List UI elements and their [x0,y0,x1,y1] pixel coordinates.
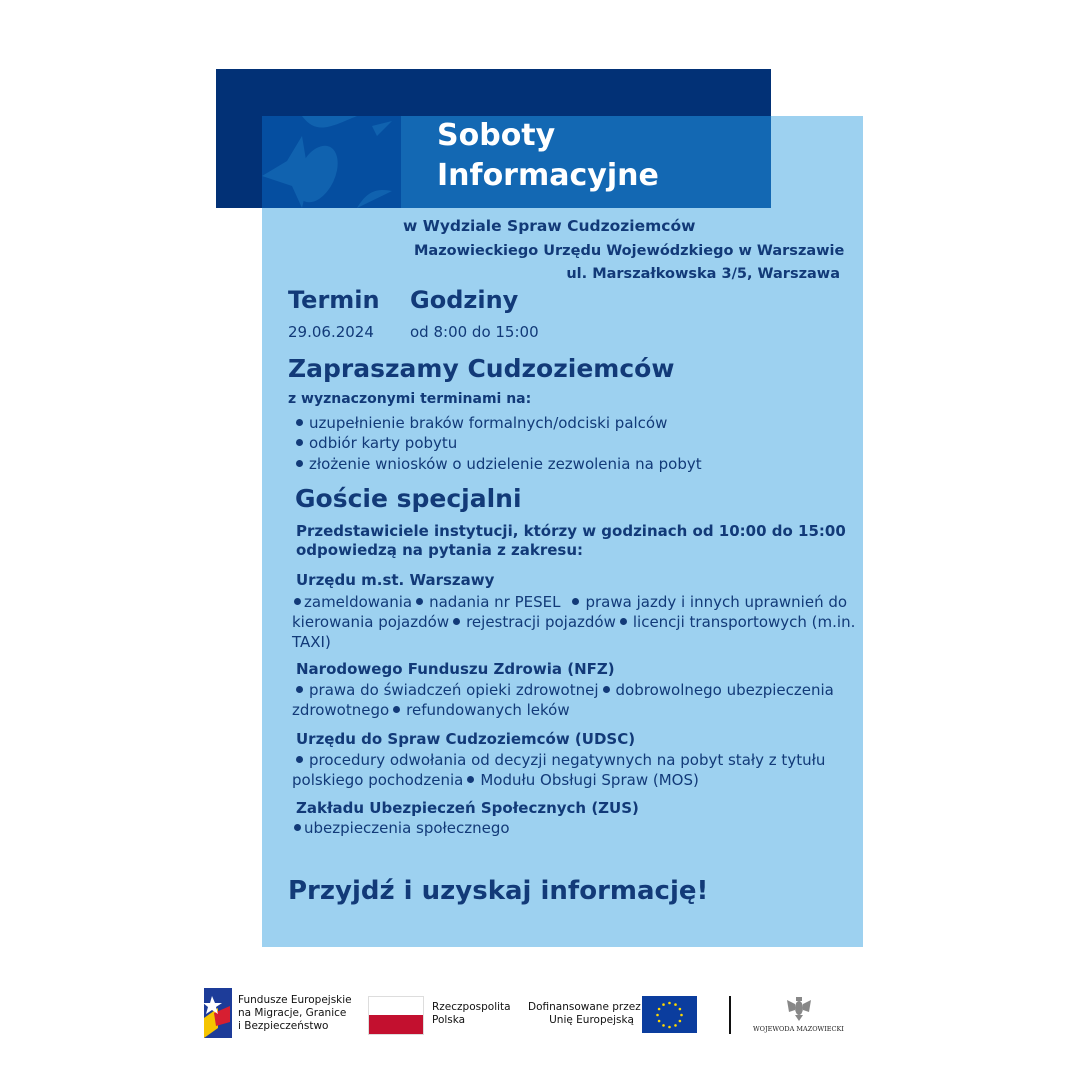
group-warszawa-items: zameldowania nadania nr PESEL prawa jazdy i innych uprawnień do kierowania pojazdów rejestracji pojazdów licencji transportowych (m.in. TAXI) [292,593,856,651]
star-graphic-icon [262,116,401,208]
rp-logo-text: Rzeczpospolita Polska [432,1001,511,1026]
group-warszawa: Urzędu m.st. Warszawy [296,571,495,589]
group-zus: Zakładu Ubezpieczeń Społecznych (ZUS) [296,799,639,817]
godziny-label: Godziny [410,286,519,314]
group-nfz-items: prawa do świadczeń opieki zdrowotnej dobrowolnego ubezpieczenia zdrowotnego refundowanych leków [292,681,834,719]
guests-intro-2: odpowiedzą na pytania z zakresu: [296,541,584,559]
group-udsc-items: procedury odwołania od decyzji negatywnych na pobyt stały z tytułu polskiego pochodzenia Modułu Obsługi Spraw (MOS) [292,751,826,789]
polish-flag-icon [368,996,424,1035]
title-line1: Soboty [437,118,556,153]
call-to-action: Przyjdź i uzyskaj informację! [288,876,709,906]
subtitle-1: w Wydziale Spraw Cudzoziemców [403,217,696,235]
guests-intro-1: Przedstawiciele instytucji, którzy w godzinach od 10:00 do 15:00 [296,522,846,540]
date: 29.06.2024 [288,323,374,341]
fe-logo-text: Fundusze Europejskie na Migracje, Granice i Bezpieczeństwo [238,994,352,1032]
invite-intro: z wyznaczonymi terminami na: [288,391,532,407]
list-item: odbiór karty pobytu [292,434,457,452]
subtitle-2: Mazowieckiego Urzędu Wojewódzkiego w Warszawie [414,243,845,259]
eu-flag-icon [642,996,697,1037]
group-zus-items: ubezpieczenia społecznego [292,819,510,837]
fe-logo-icon [204,988,232,1042]
eu-logo-text: Dofinansowane przez Unię Europejską [528,1001,641,1026]
hours: od 8:00 do 15:00 [410,323,539,341]
list-item: złożenie wniosków o udzielenie zezwolenia na pobyt [292,455,702,473]
address: ul. Marszałkowska 3/5, Warszawa [566,266,840,282]
title-line2: Informacyjne [437,158,659,193]
list-item: uzupełnienie braków formalnych/odciski palców [292,414,667,432]
group-nfz: Narodowego Funduszu Zdrowia (NFZ) [296,660,615,678]
guests-heading: Goście specjalni [295,484,522,513]
invite-heading: Zapraszamy Cudzoziemców [288,354,675,383]
termin-label: Termin [288,286,380,314]
eagle-emblem-icon [786,996,812,1026]
group-udsc: Urzędu do Spraw Cudzoziemców (UDSC) [296,730,636,748]
divider [729,996,731,1034]
wojewoda-text: WOJEWODA MAZOWIECKI [753,1025,844,1033]
